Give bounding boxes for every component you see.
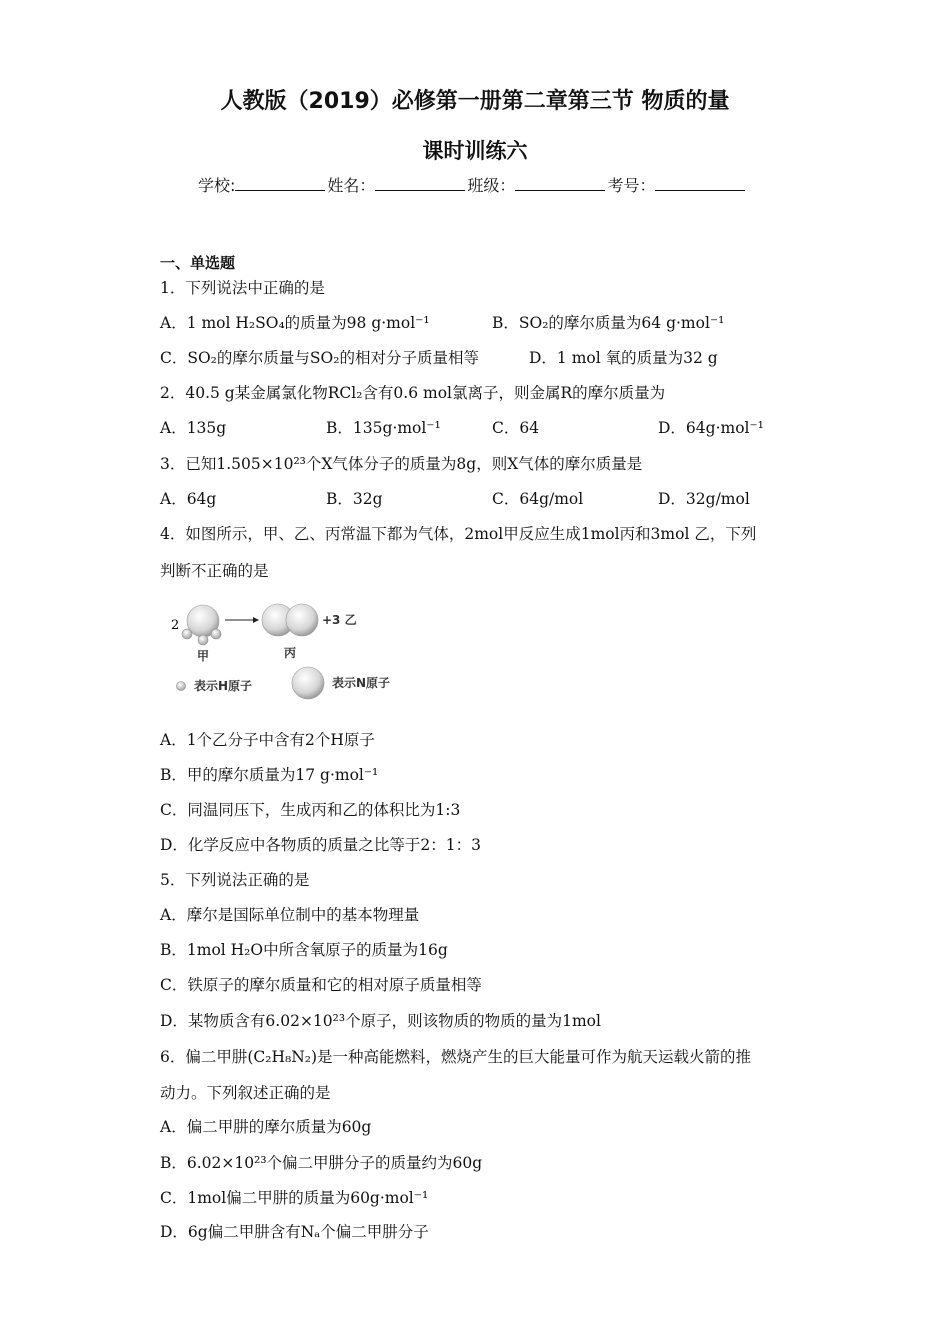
q2-stem: 2．40.5 g某金属氯化物RCl₂含有0.6 mol氯离子，则金属R的摩尔质量为 [160,384,666,402]
arrow-head-icon [253,617,259,623]
page-subtitle: 课时训练六 [422,139,528,163]
name-blank[interactable] [375,176,465,191]
exam-number-blank[interactable] [655,176,745,191]
q2-option-a: A．135g [160,419,227,437]
q6-option-d: D．6g偏二甲肼含有Nₐ个偏二甲肼分子 [160,1223,429,1241]
section-heading: 一、单选题 [160,254,236,272]
hydrogen-atom-a3 [211,629,221,639]
q6-option-a: A．偏二甲肼的摩尔质量为60g [160,1118,372,1136]
q1-option-c: C．SO₂的摩尔质量与SO₂的相对分子质量相等 [160,349,479,367]
q3-option-c: C．64g/mol [492,490,584,508]
label-bing: 丙 [284,646,297,660]
q1-stem: 1．下列说法中正确的是 [160,279,325,297]
q5-stem: 5．下列说法正确的是 [160,871,310,889]
name-label: 姓名： [327,176,376,195]
class-label: 班级： [467,176,516,195]
q6-stem-line1: 6．偏二甲肼(C₂H₈N₂)是一种高能燃料，燃烧产生的巨大能量可作为航天运载火箭的推 [160,1048,752,1066]
q3-stem: 3．已知1.505×10²³个X气体分子的质量为8g，则X气体的摩尔质量是 [160,455,643,473]
legend-hydrogen-label: 表示H原子 [194,679,253,693]
nitrogen-atom-c2 [286,604,318,636]
q4-option-c: C．同温同压下，生成丙和乙的体积比为1:3 [160,801,461,819]
q4-option-d: D．化学反应中各物质的质量之比等于2：1：3 [160,836,482,854]
school-blank[interactable] [235,176,325,191]
q5-option-b: B．1mol H₂O中所含氧原子的质量为16g [160,941,448,959]
q3-option-a: A．64g [160,490,217,508]
hydrogen-atom-a2 [198,635,208,645]
page-title: 人教版（2019）必修第一册第二章第三节 物质的量 [220,89,730,114]
class-blank[interactable] [515,176,605,191]
plus-3-b-label: +3 乙 [322,613,357,627]
q1-option-d: D．1 mol 氧的质量为32 g [529,349,718,367]
q2-option-c: C．64 [492,419,540,437]
exam-number-label: 考号： [607,176,656,195]
school-label: 学校: [198,176,236,195]
q4-stem-line1: 4．如图所示，甲、乙、丙常温下都为气体，2mol甲反应生成1mol丙和3mol 乙，下列 [160,525,757,543]
q4-stem-line2: 判断不正确的是 [160,562,269,580]
coefficient-2: 2 [171,618,180,633]
q2-option-d: D．64g·mol⁻¹ [658,419,764,437]
q4-option-a: A．1个乙分子中含有2个H原子 [160,731,375,749]
legend-hydrogen-icon [177,682,186,691]
q5-option-d: D．某物质含有6.02×10²³个原子，则该物质的物质的量为1mol [160,1012,601,1030]
hydrogen-atom-a1 [182,629,192,639]
q5-option-a: A．摩尔是国际单位制中的基本物理量 [160,906,420,924]
q1-option-b: B．SO₂的摩尔质量为64 g·mol⁻¹ [492,314,725,332]
q3-option-b: B．32g [326,490,383,508]
q1-option-a: A．1 mol H₂SO₄的质量为98 g·mol⁻¹ [160,314,430,332]
q5-option-c: C．铁原子的摩尔质量和它的相对原子质量相等 [160,976,482,994]
q6-stem-line2: 动力。下列叙述正确的是 [160,1084,331,1102]
student-info-line [198,173,747,196]
legend-nitrogen-icon [292,667,324,699]
q6-option-c: C．1mol偏二甲肼的质量为60g·mol⁻¹ [160,1189,429,1207]
q6-option-b: B．6.02×10²³个偏二甲肼分子的质量约为60g [160,1154,483,1172]
legend-nitrogen-label: 表示N原子 [332,676,391,690]
q4-option-b: B．甲的摩尔质量为17 g·mol⁻¹ [160,766,379,784]
q3-option-d: D．32g/mol [658,490,750,508]
reaction-diagram [165,600,425,705]
q2-option-b: B．135g·mol⁻¹ [326,419,441,437]
label-jia: 甲 [197,649,210,663]
